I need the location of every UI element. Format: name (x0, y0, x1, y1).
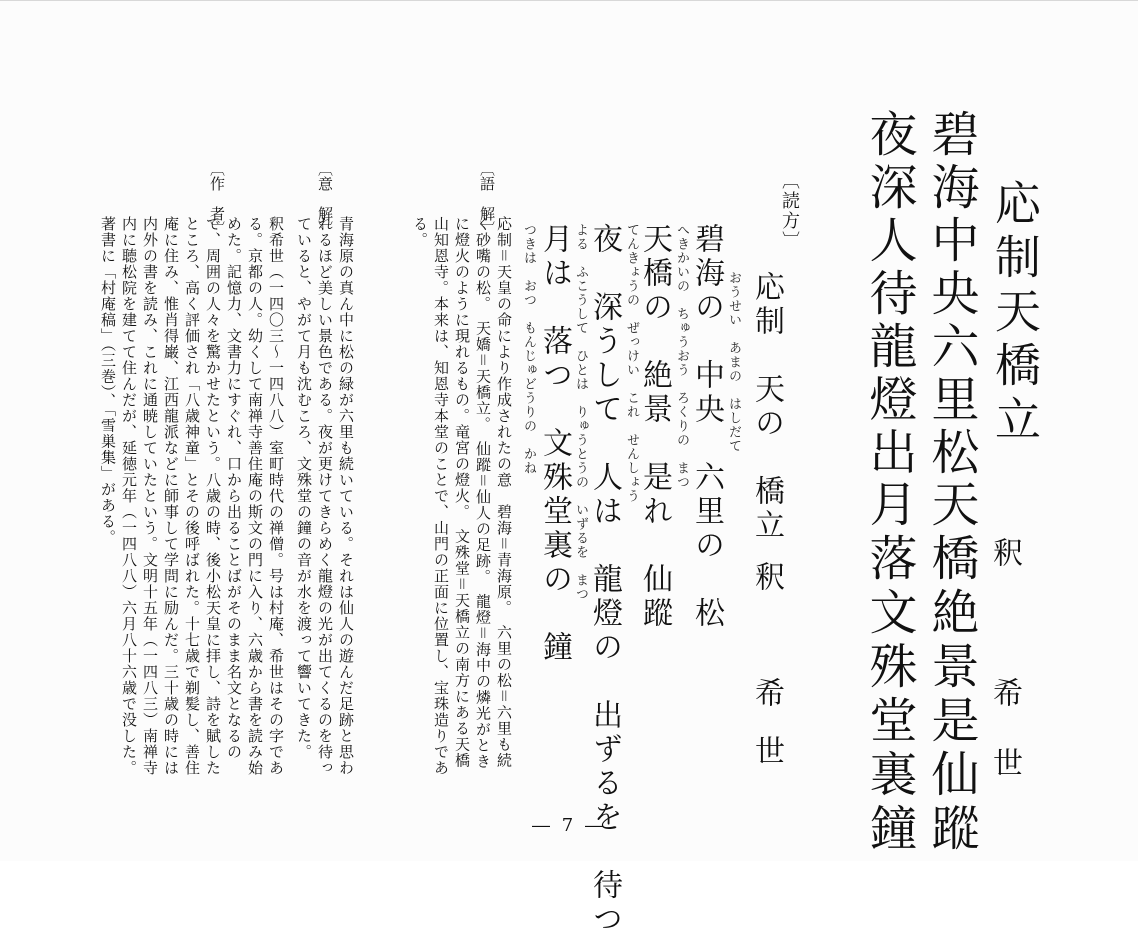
poem-title: 応制天橋立 (988, 179, 1042, 449)
reading-author: 釈 希世 (749, 561, 784, 793)
goge-text: 応制＝天皇の命により作成されたの意 碧海＝青海原。 六里の松＝六里も続く砂嘴の松。 天嬌＝天橋立。 仙蹤＝仙人の足跡。 龍燈＝海中の燐光がときに燈火のように現れるもの。竜宮の燈火。 文殊堂＝天橋立の南方にある天橋山知恩寺。本来は、知恩寺本堂のことで、山門の正面に位置し、宝珠造りである。 (411, 216, 513, 776)
reading-line: 月は 落つ 文殊堂裏の 鐘 (537, 223, 572, 665)
ruby-line: よる ふこうして ひとは りゅうとうの いずるを まつ (573, 223, 588, 601)
ruby-line: つきは おつ もんじゅどうりの かね (521, 223, 536, 475)
reading-label: 〔読方〕 (779, 171, 800, 251)
ruby-line: てんきょうの ぜっけい これ せんしょう (624, 223, 639, 503)
reading-line: 碧海の 中央 六里の 松 (689, 223, 724, 631)
iga-text: 青海原の真ん中に松の緑が六里も続いている。それは仙人の遊んだ足跡と思われるほど美しい景色である。夜が更けてきらめく龍燈の光が出てくるのを待っていると、やがて月も沈むころ、文殊堂の鐘の音が水を渡って響いてきた。 (295, 216, 355, 776)
sakusha-text: 釈希世（一四〇三〜一四八八）室町時代の禅僧。号は村庵、希世はその字である。京都の人。幼くして南禅寺善住庵の斯文の門に入り、六歳から書を読み始めた。記憶力、文書力にすぐれ、口から出ることばがそのまま名文となるので、周囲の人々を驚かせたという。八歳の時、後小松天皇に拝し、詩を賦したところ、高く評価され「八歳神童」とその後呼ばれた。十七歳で剃髪し、善住庵に住み、惟肖得巌、江西龍派などに師事して学問に励んだ。三十歳の時には内外の書を読み、これに通暁していたという。文明十五年（一四八三）南禅寺内に聴松院を建てて住んだが、延徳元年（一四八八）六月八十六歳で没した。著書に「村庵稿」（三巻）、「雪巣集」がある。 (99, 216, 285, 776)
sakusha-label: 〔作 者〕 (208, 161, 226, 236)
poem-line-1a: 碧海中央六里松 (923, 109, 979, 480)
reading-line: 応制 天の 橋立 (749, 271, 784, 543)
page-number: ― 7 ― (532, 815, 606, 836)
poem-line-2b: 月落文殊堂裏鐘 (861, 479, 917, 857)
reading-line: 天橋の 絶景 是れ 仙蹤 (637, 223, 672, 631)
iga-label: 〔意 解〕 (316, 161, 334, 236)
poem-line-2a: 夜深人待龍燈出 (861, 109, 917, 480)
reading-line: 夜 深うして 人は 龍燈の 出ずるを 待つ (587, 223, 622, 937)
poem-author: 釈 希世 (987, 537, 1022, 817)
ruby-line: へきかいの ちゅうおう ろくりの まつ (674, 223, 689, 489)
poem-line-1b: 天橋絶景是仙蹤 (923, 479, 979, 857)
ruby-line: おうせい あまの はしだて (726, 271, 741, 453)
goge-label: 〔語 解〕 (478, 161, 496, 236)
